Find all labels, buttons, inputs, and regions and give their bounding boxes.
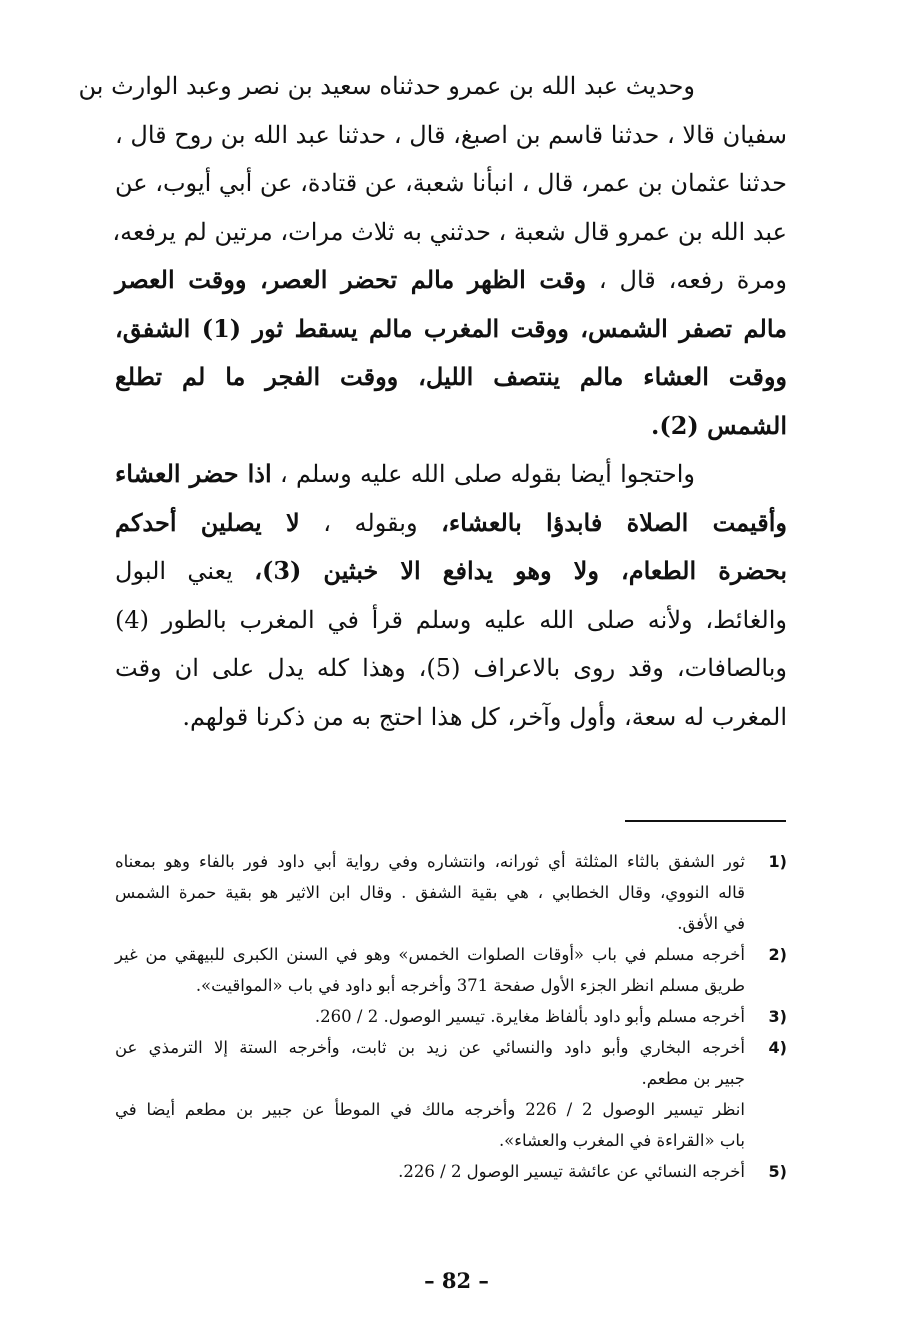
footnote-number: 5) <box>768 1162 787 1181</box>
text-line-13: وبالصافات، وقد روى بالاعراف (5)، وهذا كله يدل على ان وقت <box>115 654 787 682</box>
text-line-10-bold: وأقيمت الصلاة فابدؤا بالعشاء، <box>441 507 788 537</box>
page-number: – 82 – <box>424 1268 489 1293</box>
footnote-number: 1) <box>768 852 787 871</box>
footnote-5 <box>115 1156 787 1187</box>
footnote-number: 2) <box>768 945 787 964</box>
footnote-separator <box>625 820 786 822</box>
text-line-3: حدثنا عثمان بن عمر، قال ، انبأنا شعبة، عن قتادة، عن أبي أيوب، عن <box>115 169 787 197</box>
text-line-12: والغائط، ولأنه صلى الله عليه وسلم قرأ في المغرب بالطور (4) <box>115 605 787 634</box>
text-line-4: عبد الله بن عمرو قال شعبة ، حدثني به ثلاث مرات، مرتين لم يرفعه، <box>112 217 787 246</box>
footnote-body <box>115 939 751 1001</box>
footnote-line: انظر تيسير الوصول 2 / 226 وأخرجه مالك في الموطأ عن جبير بن مطعم أيضا في <box>115 1100 745 1119</box>
footnote-1 <box>115 846 787 939</box>
footnote-line: أخرجه مسلم وأبو داود بألفاظ مغايرة. تيسير الوصول. 2 / 260. <box>314 1007 745 1026</box>
text-line-2: سفيان قالا ، حدثنا قاسم بن اصبغ، قال ، حدثنا عبد الله بن روح قال ، <box>115 120 787 149</box>
text-line-5-plain: ومرة رفعه، قال ، <box>586 266 788 294</box>
text-line-8 <box>115 402 787 451</box>
footnote-line: طريق مسلم انظر الجزء الأول صفحة 371 وأخرجه أبو داود في باب «المواقيت». <box>195 976 745 995</box>
text-line-11-bold: بحضرة الطعام، ولا وهو يدافع الا خبثين (3)، <box>254 556 788 585</box>
footnote-2 <box>115 939 787 1001</box>
text-line-10-bold-2: لا يصلين أحدكم <box>115 507 300 537</box>
main-text <box>78 62 788 741</box>
text-line-6 <box>115 305 787 354</box>
footnote-body <box>115 1156 751 1187</box>
footnote-number: 3) <box>768 1007 787 1026</box>
footnote-4 <box>115 1032 787 1156</box>
text-line-14: المغرب له سعة، وأول وآخر، كل هذا احتج به من ذكرنا قولهم. <box>182 702 787 731</box>
text-line-5-bold: وقت الظهر مالم تحضر العصر، ووقت العصر <box>115 265 587 294</box>
footnote-line: أخرجه النسائي عن عائشة تيسير الوصول 2 / 226. <box>398 1162 745 1181</box>
text-line-7-bold: ووقت العشاء مالم ينتصف الليل، ووقت الفجر ما لم تطلع <box>115 362 787 391</box>
text-line-11 <box>115 547 787 596</box>
footnote-3 <box>115 1001 787 1032</box>
footnote-line: باب «القراءة في المغرب والعشاء». <box>498 1131 745 1150</box>
text-line-10-plain: وبقوله ، <box>299 508 442 537</box>
text-line-10 <box>115 499 787 548</box>
footnote-body <box>115 1001 751 1032</box>
footnote-line: جبير بن مطعم. <box>641 1069 745 1088</box>
footnote-number: 4) <box>768 1038 787 1057</box>
text-line-5 <box>115 256 787 305</box>
footnotes <box>115 846 787 1187</box>
text-line-6-bold: مالم تصفر الشمس، ووقت المغرب مالم يسقط ثور (1) الشفق، <box>115 313 787 343</box>
footnote-line: أخرجه مسلم في باب «أوقات الصلوات الخمس» وهو في السنن الكبرى للبيهقي من غير <box>115 945 745 964</box>
footnote-line: قاله النووي، وقال الخطابي ، هي بقية الشفق . وقال ابن الاثير هو بقية حمرة الشمس <box>115 883 745 902</box>
text-line-1: وحديث عبد الله بن عمرو حدثناه سعيد بن نصر وعبد الوارث بن <box>78 72 695 100</box>
footnote-line: أخرجه البخاري وأبو داود والنسائي عن زيد بن ثابت، وأخرجه الستة إلا الترمذي عن <box>115 1038 745 1057</box>
text-line-11-plain: يعني البول <box>115 557 255 585</box>
footnote-line: في الأفق. <box>677 914 745 933</box>
text-line-9 <box>115 450 787 499</box>
text-line-9-plain: واحتجوا أيضا بقوله صلى الله عليه وسلم ، <box>271 460 695 488</box>
text-line-9-bold: اذا حضر العشاء <box>115 459 272 488</box>
footnote-body <box>115 1032 751 1156</box>
footnote-line: ثور الشفق بالثاء المثلثة أي ثورانه، وانتشاره وفي رواية أبي داود فور بالفاء وهو بمعناه <box>115 852 745 871</box>
text-line-7 <box>115 353 787 402</box>
text-line-8-bold: الشمس (2). <box>651 410 787 440</box>
footnote-body <box>115 846 751 939</box>
